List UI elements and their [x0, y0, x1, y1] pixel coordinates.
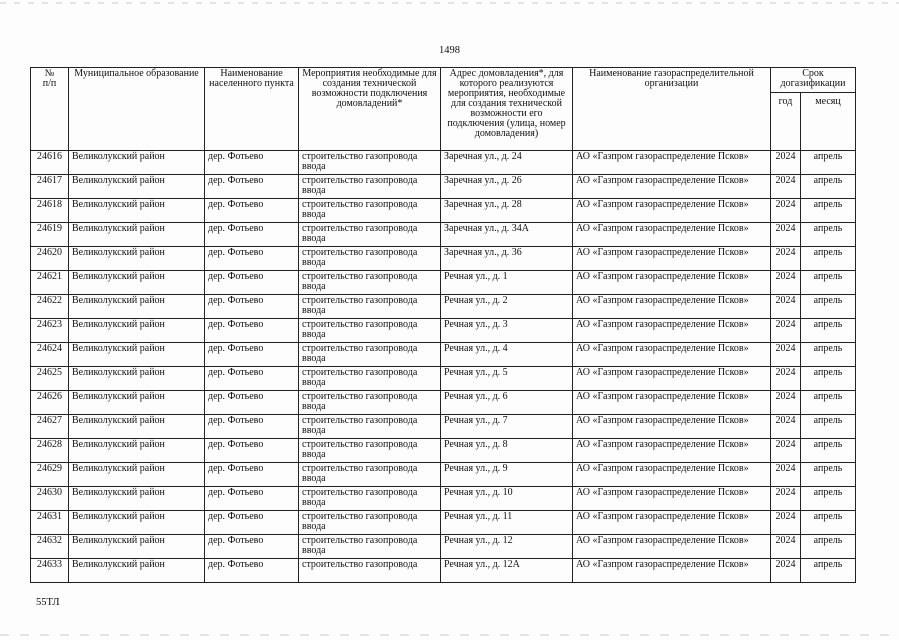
cell-measure: строительство газопровода ввода [299, 511, 441, 535]
cell-measure: строительство газопровода ввода [299, 487, 441, 511]
cell-measure: строительство газопровода ввода [299, 151, 441, 175]
cell-address: Речная ул., д. 3 [441, 319, 573, 343]
cell-gas-org: АО «Газпром газораспределение Псков» [573, 151, 771, 175]
cell-measure: строительство газопровода ввода [299, 391, 441, 415]
table-row [31, 247, 856, 271]
cell-month: апрель [801, 343, 856, 367]
cell-settlement: дер. Фотьево [205, 367, 299, 391]
table-row [31, 367, 856, 391]
cell-measure: строительство газопровода ввода [299, 535, 441, 559]
table-row [31, 391, 856, 415]
cell-address: Речная ул., д. 12 [441, 535, 573, 559]
cell-gas-org: АО «Газпром газораспределение Псков» [573, 175, 771, 199]
cell-month: апрель [801, 511, 856, 535]
cell-gas-org: АО «Газпром газораспределение Псков» [573, 367, 771, 391]
scan-edge-top [0, 2, 899, 4]
cell-num: 24617 [31, 175, 69, 199]
cell-num: 24626 [31, 391, 69, 415]
cell-month: апрель [801, 319, 856, 343]
header-month: месяц [801, 93, 856, 151]
table-row [31, 151, 856, 175]
cell-address: Речная ул., д. 5 [441, 367, 573, 391]
cell-gas-org: АО «Газпром газораспределение Псков» [573, 415, 771, 439]
table-row [31, 487, 856, 511]
cell-month: апрель [801, 271, 856, 295]
cell-year: 2024 [771, 367, 801, 391]
cell-num: 24625 [31, 367, 69, 391]
cell-address: Заречная ул., д. 28 [441, 199, 573, 223]
cell-measure: строительство газопровода ввода [299, 175, 441, 199]
cell-settlement: дер. Фотьево [205, 463, 299, 487]
cell-address: Речная ул., д. 9 [441, 463, 573, 487]
cell-num: 24630 [31, 487, 69, 511]
cell-measure: строительство газопровода ввода [299, 463, 441, 487]
cell-municipality: Великолукский район [69, 247, 205, 271]
cell-municipality: Великолукский район [69, 199, 205, 223]
cell-address: Речная ул., д. 12А [441, 559, 573, 583]
cell-gas-org: АО «Газпром газораспределение Псков» [573, 319, 771, 343]
cell-num: 24623 [31, 319, 69, 343]
cell-address: Речная ул., д. 11 [441, 511, 573, 535]
cell-month: апрель [801, 247, 856, 271]
header-municipality: Муниципальное образование [69, 68, 205, 151]
cell-measure: строительство газопровода ввода [299, 319, 441, 343]
cell-month: апрель [801, 535, 856, 559]
cell-gas-org: АО «Газпром газораспределение Псков» [573, 463, 771, 487]
cell-address: Речная ул., д. 10 [441, 487, 573, 511]
table-row [31, 535, 856, 559]
table-row [31, 295, 856, 319]
cell-num: 24618 [31, 199, 69, 223]
cell-gas-org: АО «Газпром газораспределение Псков» [573, 247, 771, 271]
cell-address: Речная ул., д. 7 [441, 415, 573, 439]
cell-year: 2024 [771, 391, 801, 415]
table-row [31, 199, 856, 223]
cell-year: 2024 [771, 319, 801, 343]
table-row [31, 559, 856, 583]
cell-month: апрель [801, 487, 856, 511]
cell-num: 24621 [31, 271, 69, 295]
table-row [31, 439, 856, 463]
cell-gas-org: АО «Газпром газораспределение Псков» [573, 487, 771, 511]
cell-measure: строительство газопровода ввода [299, 223, 441, 247]
cell-measure: строительство газопровода ввода [299, 199, 441, 223]
cell-municipality: Великолукский район [69, 223, 205, 247]
cell-gas-org: АО «Газпром газораспределение Псков» [573, 439, 771, 463]
cell-measure: строительство газопровода ввода [299, 247, 441, 271]
header-num: № п/п [31, 68, 69, 151]
cell-address: Заречная ул., д. 24 [441, 151, 573, 175]
cell-measure: строительство газопровода ввода [299, 367, 441, 391]
cell-municipality: Великолукский район [69, 415, 205, 439]
cell-year: 2024 [771, 295, 801, 319]
cell-settlement: дер. Фотьево [205, 559, 299, 583]
cell-year: 2024 [771, 559, 801, 583]
cell-municipality: Великолукский район [69, 151, 205, 175]
cell-num: 24628 [31, 439, 69, 463]
cell-settlement: дер. Фотьево [205, 343, 299, 367]
cell-year: 2024 [771, 511, 801, 535]
cell-num: 24629 [31, 463, 69, 487]
cell-measure: строительство газопровода ввода [299, 295, 441, 319]
cell-month: апрель [801, 391, 856, 415]
table-row [31, 511, 856, 535]
cell-num: 24616 [31, 151, 69, 175]
cell-measure: строительство газопровода ввода [299, 271, 441, 295]
cell-address: Речная ул., д. 8 [441, 439, 573, 463]
cell-gas-org: АО «Газпром газораспределение Псков» [573, 343, 771, 367]
cell-year: 2024 [771, 439, 801, 463]
cell-month: апрель [801, 151, 856, 175]
cell-gas-org: АО «Газпром газораспределение Псков» [573, 391, 771, 415]
header-address: Адрес домовладения*, для которого реализуются мероприятия, необходимые для создания технической возможности его подключения (улица, номер домовладения) [441, 68, 573, 151]
cell-settlement: дер. Фотьево [205, 199, 299, 223]
cell-address: Речная ул., д. 4 [441, 343, 573, 367]
cell-year: 2024 [771, 247, 801, 271]
cell-gas-org: АО «Газпром газораспределение Псков» [573, 535, 771, 559]
cell-settlement: дер. Фотьево [205, 151, 299, 175]
cell-settlement: дер. Фотьево [205, 247, 299, 271]
cell-measure: строительство газопровода [299, 559, 441, 583]
cell-measure: строительство газопровода ввода [299, 343, 441, 367]
cell-month: апрель [801, 199, 856, 223]
page-number: 1498 [439, 45, 460, 56]
table-row [31, 415, 856, 439]
cell-municipality: Великолукский район [69, 463, 205, 487]
header-measures: Мероприятия необходимые для создания технической возможности подключения домовладений* [299, 68, 441, 151]
cell-settlement: дер. Фотьево [205, 223, 299, 247]
cell-month: апрель [801, 439, 856, 463]
cell-municipality: Великолукский район [69, 487, 205, 511]
cell-month: апрель [801, 295, 856, 319]
cell-year: 2024 [771, 223, 801, 247]
header-settlement: Наименование населенного пункта [205, 68, 299, 151]
cell-num: 24619 [31, 223, 69, 247]
cell-gas-org: АО «Газпром газораспределение Псков» [573, 295, 771, 319]
gasification-table [30, 67, 856, 583]
cell-address: Заречная ул., д. 26 [441, 175, 573, 199]
cell-month: апрель [801, 223, 856, 247]
table-row [31, 223, 856, 247]
cell-year: 2024 [771, 535, 801, 559]
cell-gas-org: АО «Газпром газораспределение Псков» [573, 223, 771, 247]
table-row [31, 343, 856, 367]
cell-municipality: Великолукский район [69, 271, 205, 295]
cell-year: 2024 [771, 415, 801, 439]
cell-measure: строительство газопровода ввода [299, 415, 441, 439]
cell-settlement: дер. Фотьево [205, 295, 299, 319]
cell-num: 24624 [31, 343, 69, 367]
header-deadline: Срок догазификации [771, 68, 856, 93]
cell-month: апрель [801, 415, 856, 439]
cell-municipality: Великолукский район [69, 391, 205, 415]
cell-month: апрель [801, 175, 856, 199]
cell-year: 2024 [771, 343, 801, 367]
cell-year: 2024 [771, 487, 801, 511]
cell-year: 2024 [771, 175, 801, 199]
cell-municipality: Великолукский район [69, 319, 205, 343]
cell-municipality: Великолукский район [69, 439, 205, 463]
table-row [31, 319, 856, 343]
header-gas-org: Наименование газораспределительной организации [573, 68, 771, 151]
table-body [31, 151, 856, 583]
cell-gas-org: АО «Газпром газораспределение Псков» [573, 559, 771, 583]
cell-settlement: дер. Фотьево [205, 535, 299, 559]
cell-address: Заречная ул., д. 36 [441, 247, 573, 271]
cell-gas-org: АО «Газпром газораспределение Псков» [573, 271, 771, 295]
cell-address: Речная ул., д. 1 [441, 271, 573, 295]
cell-month: апрель [801, 463, 856, 487]
scan-edge-bottom [0, 634, 899, 636]
cell-municipality: Великолукский район [69, 535, 205, 559]
cell-year: 2024 [771, 151, 801, 175]
table-row [31, 175, 856, 199]
table-row [31, 463, 856, 487]
cell-settlement: дер. Фотьево [205, 415, 299, 439]
cell-address: Заречная ул., д. 34А [441, 223, 573, 247]
cell-num: 24627 [31, 415, 69, 439]
cell-gas-org: АО «Газпром газораспределение Псков» [573, 199, 771, 223]
cell-num: 24633 [31, 559, 69, 583]
cell-num: 24631 [31, 511, 69, 535]
cell-municipality: Великолукский район [69, 511, 205, 535]
cell-municipality: Великолукский район [69, 559, 205, 583]
cell-municipality: Великолукский район [69, 367, 205, 391]
cell-settlement: дер. Фотьево [205, 439, 299, 463]
cell-municipality: Великолукский район [69, 343, 205, 367]
cell-address: Речная ул., д. 2 [441, 295, 573, 319]
cell-measure: строительство газопровода ввода [299, 439, 441, 463]
cell-year: 2024 [771, 271, 801, 295]
cell-year: 2024 [771, 463, 801, 487]
cell-municipality: Великолукский район [69, 175, 205, 199]
cell-settlement: дер. Фотьево [205, 175, 299, 199]
cell-address: Речная ул., д. 6 [441, 391, 573, 415]
cell-settlement: дер. Фотьево [205, 391, 299, 415]
cell-month: апрель [801, 367, 856, 391]
cell-num: 24622 [31, 295, 69, 319]
cell-year: 2024 [771, 199, 801, 223]
cell-num: 24632 [31, 535, 69, 559]
cell-municipality: Великолукский район [69, 295, 205, 319]
table-header [31, 68, 856, 151]
cell-settlement: дер. Фотьево [205, 319, 299, 343]
footer-code: 55ТЛ [36, 597, 60, 608]
table-row [31, 271, 856, 295]
cell-settlement: дер. Фотьево [205, 487, 299, 511]
header-year: год [771, 93, 801, 151]
cell-month: апрель [801, 559, 856, 583]
cell-num: 24620 [31, 247, 69, 271]
cell-settlement: дер. Фотьево [205, 271, 299, 295]
cell-gas-org: АО «Газпром газораспределение Псков» [573, 511, 771, 535]
cell-settlement: дер. Фотьево [205, 511, 299, 535]
